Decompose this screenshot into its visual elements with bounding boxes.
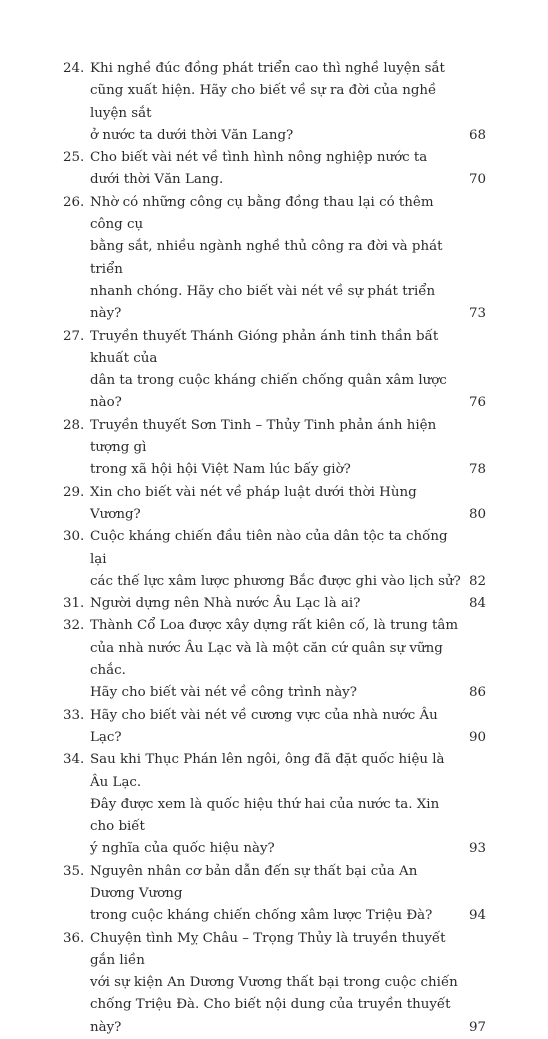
toc-entry: [63, 326, 486, 415]
entry-text: Khi nghề đúc đồng phát triển cao thì nghề luyện sắt cũng xuất hiện. Hãy cho biết về sự ra đời của nghề luyện sắt ở nước ta dưới thời Văn Lang?: [90, 61, 445, 143]
toc-entry: [63, 482, 486, 527]
entry-page-number: 68: [468, 127, 486, 143]
entry-page-number: 78: [468, 462, 486, 478]
toc-entry: [63, 415, 486, 482]
entry-number: 25.: [63, 150, 85, 166]
toc-entry: [63, 928, 486, 1039]
entry-page-number: 97: [468, 1019, 486, 1035]
entry-page-number: 70: [468, 172, 486, 188]
entry-page-number: 94: [468, 908, 486, 924]
entry-text: Cho biết vài nét về tình hình nông nghiệp nước ta dưới thời Văn Lang.: [90, 150, 428, 188]
entry-page-number: 80: [468, 506, 486, 522]
entry-text: Nhờ có những công cụ bằng đồng thau lại có thêm công cụ bằng sắt, nhiều ngành nghề thủ công ra đời và phát triển nhanh chóng. Hãy cho biết vài nét về sự phát triển này?: [90, 194, 443, 322]
entry-text: Cuộc kháng chiến đầu tiên nào của dân tộc ta chống lại các thế lực xâm lược phương Bắc được ghi vào lịch sử?: [90, 529, 461, 589]
entry-number: 30.: [63, 529, 85, 545]
toc-entry: [63, 58, 486, 147]
entry-text: Người dựng nên Nhà nước Âu Lạc là ai?: [90, 596, 361, 612]
entry-page-number: 90: [468, 729, 486, 745]
entry-text: Truyền thuyết Sơn Tinh – Thủy Tinh phản ánh hiện tượng gì trong xã hội hội Việt Nam lúc bấy giờ?: [90, 417, 437, 478]
entry-text: Sau khi Thục Phán lên ngôi, ông đã đặt quốc hiệu là Âu Lạc. Đây được xem là quốc hiệu thứ hai của nước ta. Xin cho biết ý nghĩa của quốc hiệu này?: [90, 752, 445, 857]
toc-entry: [63, 593, 486, 615]
entry-number: 36.: [63, 930, 85, 946]
entry-number: 27.: [63, 328, 85, 344]
entry-page-number: 84: [468, 596, 486, 612]
toc-entry: [63, 705, 486, 750]
entry-number: 34.: [63, 752, 85, 768]
entry-page-number: 82: [468, 573, 486, 589]
entry-text: Xin cho biết vài nét về pháp luật dưới thời Hùng Vương?: [90, 484, 417, 522]
entry-number: 32.: [63, 618, 85, 634]
entry-number: 24.: [63, 61, 85, 76]
entry-page-number: 86: [468, 685, 486, 701]
entry-text: Truyền thuyết Thánh Gióng phản ánh tinh thần bất khuất của dân ta trong cuộc kháng chiến chống quân xâm lược nào?: [90, 328, 447, 411]
toc-entry: [63, 147, 486, 192]
entry-page-number: 93: [468, 841, 486, 857]
entry-number: 33.: [63, 707, 85, 723]
entry-number: 31.: [63, 596, 85, 612]
entry-number: 28.: [63, 417, 85, 433]
entry-number: 29.: [63, 484, 85, 500]
entry-text: Hãy cho biết vài nét về cương vực của nhà nước Âu Lạc?: [90, 707, 438, 745]
entry-text: Nguyên nhân cơ bản dẫn đến sự thất bại của An Dương Vương trong cuộc kháng chiến chống xâm lược Triệu Đà?: [90, 863, 433, 924]
toc-entry: [63, 192, 486, 326]
entry-number: 35.: [63, 863, 85, 879]
entry-text: Chuyện tình Mỵ Châu – Trọng Thủy là truyền thuyết gắn liền với sự kiện An Dương Vương thất bại trong cuộc chiến chống Triệu Đà. Cho biết nội dung của truyền thuyết này?: [90, 930, 458, 1035]
entry-page-number: 76: [468, 395, 486, 411]
toc-entry: [63, 526, 486, 593]
entry-text: Thành Cổ Loa được xây dựng rất kiên cố, là trung tâm của nhà nước Âu Lạc và là một căn cứ quân sự vững chắc. Hãy cho biết vài nét về công trình này?: [90, 618, 459, 701]
toc-entry: [63, 749, 486, 860]
entry-page-number: 73: [468, 306, 486, 322]
toc-entry: [63, 615, 486, 704]
toc-entry: [63, 861, 486, 928]
entry-number: 26.: [63, 194, 85, 210]
table-of-contents: [63, 58, 486, 1039]
